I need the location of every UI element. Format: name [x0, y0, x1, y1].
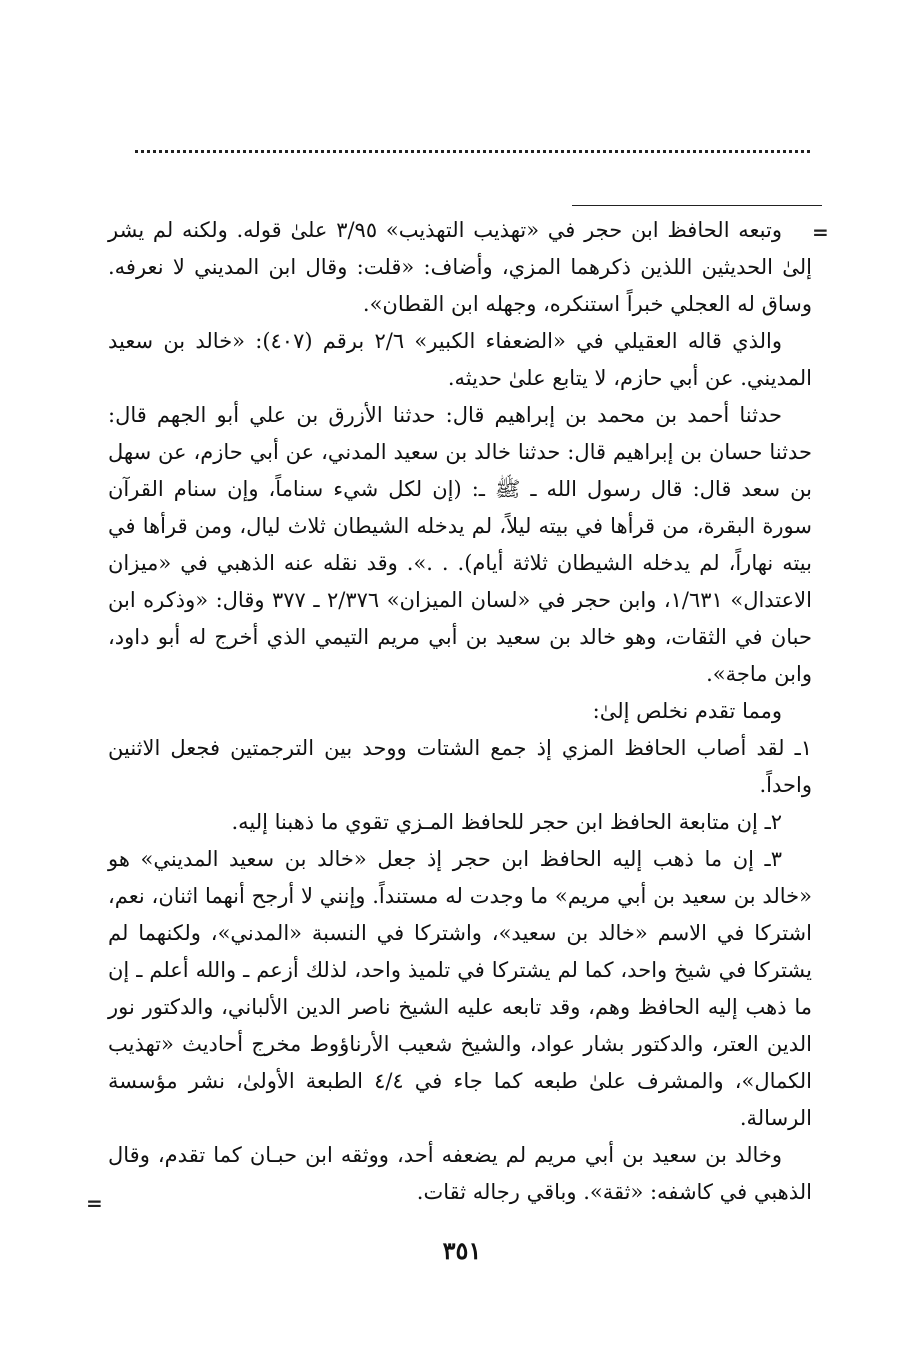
list-item-3: ٣ـ إن ما ذهب إليه الحافظ ابن حجر إذ جعل «خالد بن سعيد المديني» هو «خالد بن سعيد بن أبي مريم» ما وجدت له مستنداً. وإنني لا أرجح أنهما اثنان، نعم، اشتركا في الاسم «خالد بن سعيد»، واشتركا في النسبة «المدني»، ولكنهما لم يشتركا في شيخ واحد، كما لم يشتركا في تلميذ واحد، لذلك أزعم ـ والله أعلم ـ إن ما ذهب إليه الحافظ وهم، وقد تابعه عليه الشيخ ناصر الدين الألباني، والدكتور نور الدين العتر، والدكتور بشار عواد، والشيخ شعيب الأرناؤوط مخرج أحاديث «تهذيب الكمال»، والمشرف علىٰ طبعه كما جاء في ٤/٤ الطبعة الأولىٰ، نشر مؤسسة الرسالة.: [108, 847, 812, 1130]
dotted-separator: [135, 150, 810, 153]
paragraph-1: وتبعه الحافظ ابن حجر في «تهذيب التهذيب» ٣/٩٥ علىٰ قوله. ولكنه لم يشر إلىٰ الحديثين اللذين ذكرهما المزي، وأضاف: «قلت: وقال ابن المديني لا نعرفه. وساق له العجلي خبراً استنكره، وجهله ابن القطان».: [108, 218, 812, 316]
footnote-rule: [572, 205, 822, 206]
continuation-mark-top: =: [812, 220, 829, 244]
list-item-2: ٢ـ إن متابعة الحافظ ابن حجر للحافظ المـزي تقوي ما ذهبنا إليه.: [231, 810, 782, 834]
paragraph-4: ومما تقدم نخلص إلىٰ:: [592, 699, 782, 723]
continuation-mark-bottom: =: [86, 1191, 103, 1215]
paragraph-3: حدثنا أحمد بن محمد بن إبراهيم قال: حدثنا الأزرق بن علي أبو الجهم قال: حدثنا حسان بن إبراهيم قال: حدثنا خالد بن سعيد المدني، عن أبي حازم، عن سهل بن سعد قال: قال رسول الله ـ ﷺ ـ: (إن لكل شيء سناماً، وإن سنام القرآن سورة البقرة، من قرأها في بيته ليلاً، لم يدخله الشيطان ثلاث ليال، ومن قرأها في بيته نهاراً، لم يدخله الشيطان ثلاثة أيام). . .». وقد نقله عنه الذهبي في «ميزان الاعتدال» ١/٦٣١، وابن حجر في «لسان الميزان» ٢/٣٧٦ ـ ٣٧٧ وقال: «وذكره ابن حبان في الثقات، وهو خالد بن سعيد بن أبي مريم التيمي الذي أخرج له أبو داود، وابن ماجة».: [108, 403, 812, 686]
paragraph-5: وخالد بن سعيد بن أبي مريم لم يضعفه أحد، ووثقه ابن حبـان كما تقدم، وقال الذهبي في كاشفه: «ثقة». وباقي رجاله ثقات.: [108, 1143, 812, 1204]
footnote-text: [108, 212, 812, 1211]
page-number: ٣٥١: [442, 1236, 482, 1265]
paragraph-2: والذي قاله العقيلي في «الضعفاء الكبير» ٢/٦ برقم (٤٠٧): «خالد بن سعيد المديني. عن أبي حازم، لا يتابع علىٰ حديثه.: [108, 329, 812, 390]
list-item-1: ١ـ لقد أصاب الحافظ المزي إذ جمع الشتات ووحد بين الترجمتين فجعل الاثنين واحداً.: [108, 736, 812, 797]
